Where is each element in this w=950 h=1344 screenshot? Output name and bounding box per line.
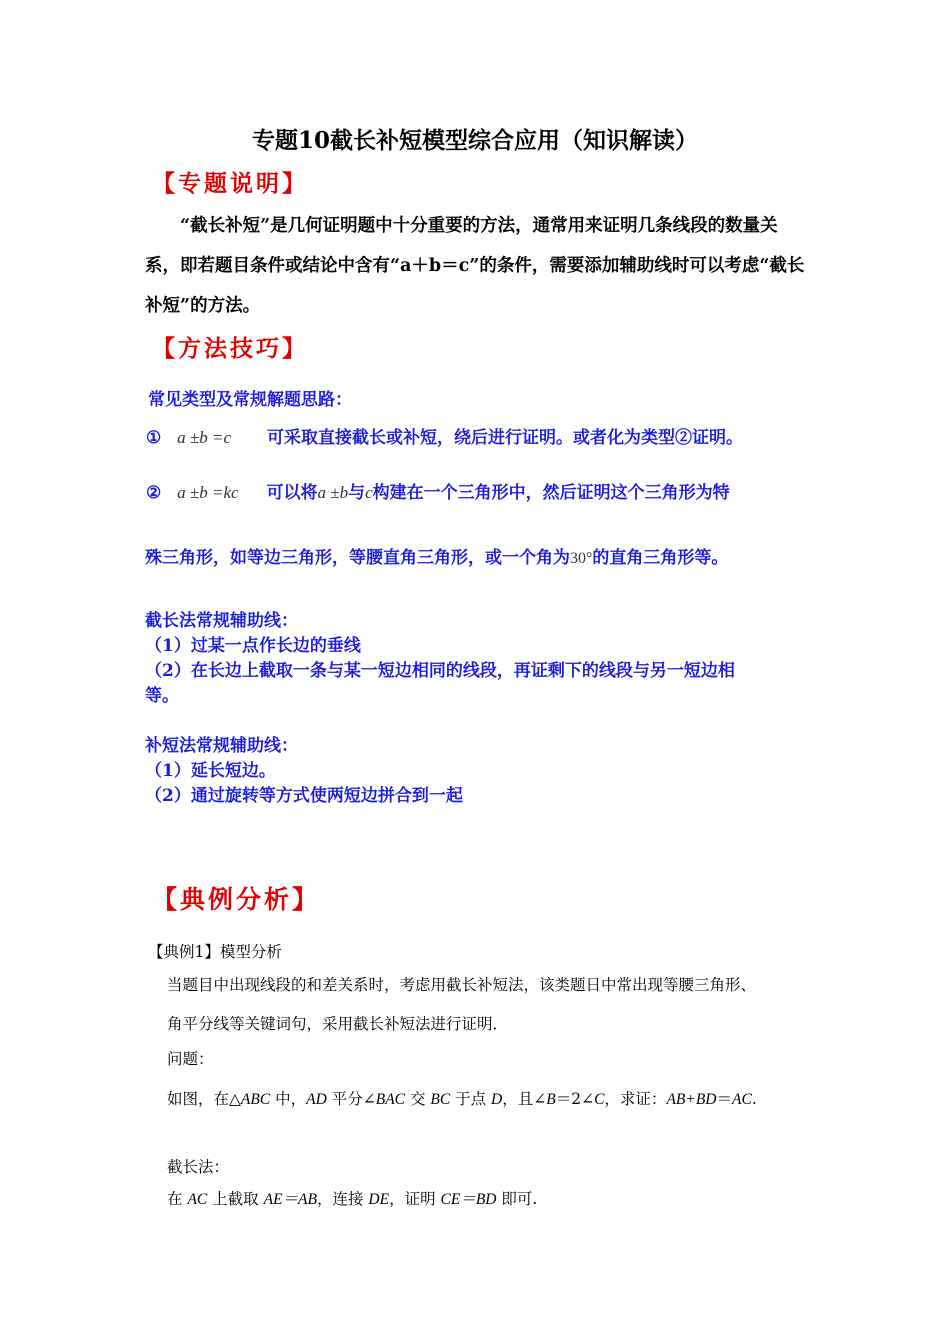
question-text bbox=[167, 1080, 812, 1119]
cut-long-item-3: 等。 bbox=[145, 686, 179, 706]
q-t9: ＝ bbox=[716, 1090, 733, 1108]
c-t2: 上截取 bbox=[207, 1190, 264, 1208]
c-de: DE bbox=[368, 1191, 390, 1208]
type1-text: 可采取直接截长或补短，绕后进行证明。或者化为类型②证明。 bbox=[266, 428, 743, 448]
section-heading-examples: 【典例分析】 bbox=[152, 885, 321, 914]
q-t6: ，且∠ bbox=[502, 1090, 547, 1108]
method-type2-line2 bbox=[145, 543, 728, 568]
fill-short-block bbox=[145, 734, 463, 809]
type2-line2-a: 殊三角形，如等边三角形，等腰直角三角形，或一个角为 bbox=[145, 548, 570, 568]
q-t7: ＝2∠ bbox=[555, 1090, 595, 1108]
q-t1: 如图，在△ bbox=[167, 1090, 241, 1108]
method-type1 bbox=[146, 423, 743, 448]
section-heading-method: 【方法技巧】 bbox=[152, 335, 308, 362]
q-t2: 中， bbox=[270, 1090, 307, 1108]
type2-line2-b: 的直角三角形等。 bbox=[592, 548, 729, 568]
type2-formula: a ±b =kc bbox=[177, 483, 239, 502]
section-heading-description: 【专题说明】 bbox=[152, 170, 308, 197]
q-bc: BC bbox=[430, 1091, 451, 1108]
type2-text-c: 构建在一个三角形中，然后证明这个三角形为特 bbox=[372, 483, 730, 503]
q-abbd: AB+BD bbox=[666, 1091, 717, 1108]
q-t10: . bbox=[751, 1090, 757, 1108]
type2-text-a: 可以将 bbox=[266, 483, 318, 503]
cut-long-item-2: （2）在长边上截取一条与某一短边相同的线段，再证剩下的线段与另一短边相 bbox=[145, 661, 735, 681]
q-ad: AD bbox=[306, 1091, 327, 1108]
q-ac: AC bbox=[732, 1091, 752, 1108]
example1-para1-line1: 当题目中出现线段的和差关系时，考虑用截长补短法，该类题日中常出现等腰三角形、 bbox=[167, 976, 757, 994]
q-t3: 平分∠ bbox=[326, 1090, 376, 1108]
example1-para1-line2: 角平分线等关键词句，采用截长补短法进行证明． bbox=[167, 1015, 509, 1033]
c-cebd: CE＝BD bbox=[440, 1191, 497, 1208]
q-bac: BAC bbox=[375, 1091, 406, 1108]
c-t1: 在 bbox=[167, 1190, 188, 1208]
type2-text-b: 与 bbox=[348, 483, 366, 503]
c-t5: 即可. bbox=[496, 1190, 538, 1208]
q-c: C bbox=[594, 1091, 605, 1108]
page-title: 专题10截长补短模型综合应用（知识解读） bbox=[251, 127, 698, 154]
fill-short-item-1: （1）延长短边。 bbox=[145, 761, 276, 781]
type2-formula-c: c bbox=[365, 483, 373, 502]
cut-long-item-1: （1）过某一点作长边的垂线 bbox=[145, 636, 361, 656]
q-t5: 于点 bbox=[450, 1090, 492, 1108]
q-t8: ，求证： bbox=[604, 1090, 667, 1108]
cut-method-text bbox=[167, 1187, 537, 1209]
cut-long-heading: 截长法常规辅助线： bbox=[145, 611, 298, 631]
type2-angle: 30° bbox=[570, 550, 593, 567]
q-abc: ABC bbox=[240, 1091, 271, 1108]
method-type2-line1 bbox=[146, 478, 730, 503]
question-label: 问题： bbox=[167, 1050, 214, 1068]
q-t4: 交 bbox=[405, 1090, 431, 1108]
c-aeab: AE＝AB bbox=[263, 1191, 317, 1208]
cut-long-block bbox=[145, 609, 735, 709]
fill-short-heading: 补短法常规辅助线： bbox=[145, 736, 298, 756]
type2-formula-ab: a ±b bbox=[317, 483, 349, 502]
method-heading: 常见类型及常规解题思路： bbox=[148, 390, 352, 410]
c-ac: AC bbox=[187, 1191, 208, 1208]
type2-number: ② bbox=[146, 483, 162, 503]
cut-method-label: 截长法： bbox=[167, 1158, 230, 1176]
type1-number: ① bbox=[146, 428, 162, 448]
q-b: B bbox=[546, 1091, 556, 1108]
type1-formula: a ±b =c bbox=[177, 428, 232, 447]
q-d: D bbox=[491, 1091, 503, 1108]
intro-paragraph: “截长补短”是几何证明题中十分重要的方法，通常用来证明几条线段的数量关系，即若题目条件或结论中含有“a＋b＝c”的条件，需要添加辅助线时可以考虑“截长补短”的方法。 bbox=[145, 216, 805, 316]
c-t4: ，证明 bbox=[389, 1190, 441, 1208]
c-t3: ，连接 bbox=[316, 1190, 369, 1208]
fill-short-item-2: （2）通过旋转等方式使两短边拼合到一起 bbox=[145, 786, 463, 806]
example1-label: 【典例1】模型分析 bbox=[148, 943, 282, 961]
